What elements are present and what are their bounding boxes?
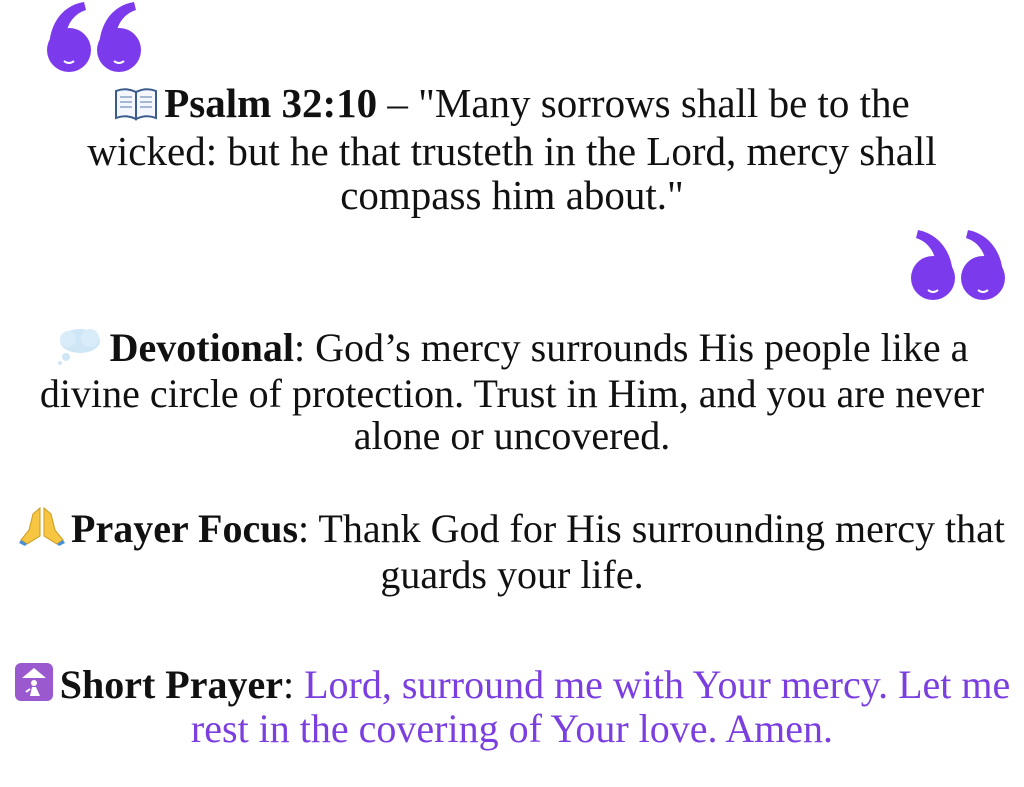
prayer-focus-text: Thank God for His surrounding mercy that guards your life. (318, 506, 1005, 597)
prayer-focus-colon: : (298, 506, 319, 551)
verse-text: "Many sorrows shall be to the wicked: but he that trusteth in the Lord, mercy shall compass him about." (87, 80, 937, 218)
devotional-block (0, 327, 1024, 457)
praying-hands-icon (19, 506, 65, 554)
closing-quote-icon (906, 226, 1006, 306)
short-prayer-block (0, 662, 1024, 749)
verse-block (0, 81, 1024, 217)
verse-reference: Psalm 32:10 (164, 80, 378, 126)
short-prayer-text: Lord, surround me with Your mercy. Let me rest in the covering of Your love. Amen. (190, 662, 1011, 751)
short-prayer-label: Short Prayer (59, 662, 283, 707)
short-prayer-colon: : (282, 662, 305, 707)
devotional-text: God’s mercy surrounds His people like a divine circle of protection. Trust in Him, and you are never alone or uncovered. (39, 325, 985, 458)
prayer-focus-label: Prayer Focus (71, 506, 299, 551)
verse-separator: – (377, 80, 419, 126)
prayer-focus-block (0, 506, 1024, 596)
place-of-worship-icon (14, 662, 54, 709)
devotional-colon: : (294, 325, 316, 370)
devotional-label: Devotional (109, 325, 295, 370)
opening-quote-icon (46, 0, 146, 75)
thought-bubble-icon (56, 327, 104, 373)
open-book-icon (114, 85, 158, 129)
